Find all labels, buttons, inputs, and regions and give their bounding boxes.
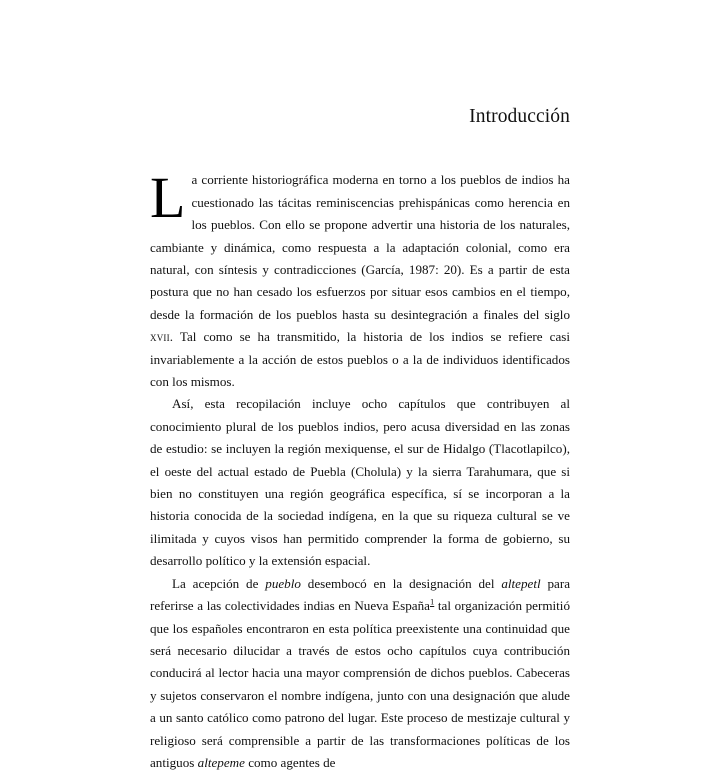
paragraph-3-run-c: para referirse a las colectividades indias en Nueva España	[150, 575, 570, 614]
footnote-reference-link[interactable]: 1	[429, 596, 435, 607]
italic-term-altepetl: altepetl	[501, 575, 541, 591]
body-text	[150, 165, 570, 774]
paragraph-3-run-b: desembocó en la designación del	[300, 575, 502, 591]
paragraph-2	[150, 393, 570, 572]
paragraph-1-run-b: . Tal como se ha transmitido, la historia de los indios se refiere casi invariablemente a la acción de estos pueblos o a la de individuos identificados con los mismos.	[150, 329, 570, 390]
paragraph-3-run-a: La acepción de	[172, 575, 266, 591]
paragraph-1	[150, 165, 570, 393]
drop-cap-letter: L	[150, 165, 186, 231]
century-smallcaps: xvii	[150, 329, 170, 345]
paragraph-3	[150, 573, 570, 774]
italic-term-pueblo: pueblo	[265, 575, 301, 591]
page-content-column	[150, 0, 570, 774]
page-title: Introducción	[469, 106, 570, 127]
italic-term-altepeme: altepeme	[197, 754, 245, 770]
paragraph-2-text: Así, esta recopilación incluye ocho capítulos que contribuyen al conocimiento plural de los pueblos indios, pero acusa diversidad en las zonas de estudio: se incluyen la región mexiquense, el sur de Hidalgo (Tlacotlapilco), el oeste del actual estado de Puebla (Cholula) y la sierra Tarahumara, que si bien no constituyen una región geográfica específica, sí se incorporan a la historia conocida de la sociedad indígena, en la que su riqueza cultural se ve ilimitada y cuyos visos han permitido comprender la forma de gobierno, su desarrollo político y la extensión espacial.	[150, 396, 570, 569]
paragraph-3-run-d: tal organización permitió que los españoles encontraron en esta política preexistente una continuidad que será necesario dilucidar a través de estos ocho capítulos cuya contribución conducirá al lector hacia una mayor comprensión de dichos pueblos. Cabeceras y sujetos conservaron el nombre indígena, junto con una designación que alude a un santo católico como patrono del lugar. Este proceso de mestizaje cultural y religioso será comprensible a partir de las transformaciones políticas de los antiguos	[150, 598, 570, 770]
paragraph-3-run-e: como agentes de	[244, 754, 336, 770]
paragraph-1-run-a: a corriente historiográfica moderna en torno a los pueblos de indios ha cuestionado las tácitas reminiscencias prehispánicas como herencia en los pueblos. Con ello se propone advertir una historia de los naturales, cambiante y dinámica, como respuesta a la adaptación colonial, como era natural, con síntesis y contradicciones (García, 1987: 20). Es a partir de esta postura que no han cesado los esfuerzos por situar esos cambios en el tiempo, desde la formación de los pueblos hasta su desintegración a finales del siglo	[150, 172, 570, 322]
